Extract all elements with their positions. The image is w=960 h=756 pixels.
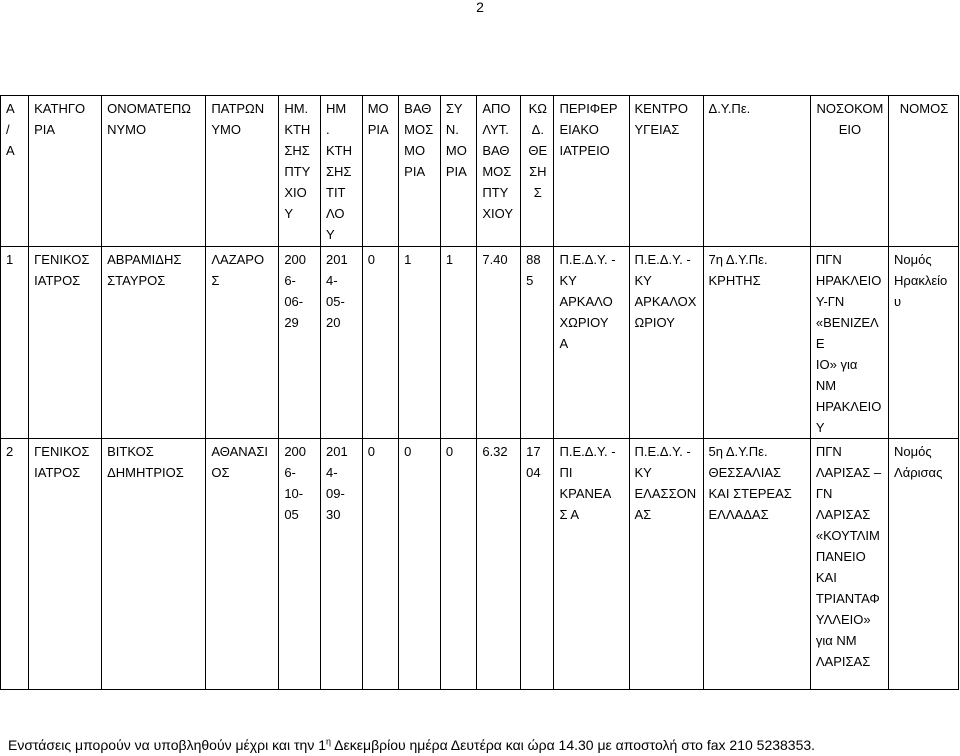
health-center-cell: Π.Ε.Δ.Υ. - ΚΥ ΕΛΑΣΣΟΝ ΑΣ bbox=[629, 439, 703, 690]
aa-cell: 2 bbox=[1, 439, 29, 690]
header-cell: ΣΥ Ν. ΜΟ ΡΙΑ bbox=[440, 96, 476, 247]
dype-cell: 7η Δ.Υ.Πε. ΚΡΗΤΗΣ bbox=[703, 247, 810, 439]
points-cell: 0 bbox=[362, 247, 398, 439]
objections-note bbox=[8, 736, 815, 754]
header-cell: ΠΑΤΡΩΝ ΥΜΟ bbox=[206, 96, 279, 247]
full-name-cell: ΑΒΡΑΜΙΔΗΣ ΣΤΑΥΡΟΣ bbox=[102, 247, 206, 439]
dype-cell: 5η Δ.Υ.Πε. ΘΕΣΣΑΛΙΑΣ ΚΑΙ ΣΤΕΡΕΑΣ ΕΛΛΑΔΑΣ bbox=[703, 439, 810, 690]
degree-date-cell: 200 6- 10- 05 bbox=[279, 439, 321, 690]
header-cell: ΗΜ . ΚΤΗ ΣΗΣ ΤΙΤ ΛΟ Υ bbox=[321, 96, 363, 247]
header-cell: ΠΕΡΙΦΕΡ ΕΙΑΚΟ ΙΑΤΡΕΙΟ bbox=[554, 96, 629, 247]
degree-grade-points-cell: 0 bbox=[399, 439, 441, 690]
table-row bbox=[1, 247, 959, 439]
hospital-cell: ΠΓΝ ΛΑΡΙΣΑΣ – ΓΝ ΛΑΡΙΣΑΣ «ΚΟΥΤΛΙΜ ΠΑΝΕΙΟ ΚΑΙ ΤΡΙΑΝΤΑΦ ΥΛΛΕΙΟ» για ΝΜ ΛΑΡΙΣΑΣ bbox=[810, 439, 888, 690]
regional-clinic-cell: Π.Ε.Δ.Υ. - ΠΙ ΚΡΑΝΕΑ Σ Α bbox=[554, 439, 629, 690]
header-cell: ΑΠΟ ΛΥΤ. ΒΑΘ ΜΟΣ ΠΤΥ ΧΙΟΥ bbox=[477, 96, 521, 247]
total-points-cell: 1 bbox=[440, 247, 476, 439]
header-cell: Α / Α bbox=[1, 96, 29, 247]
category-cell: ΓΕΝΙΚΟΣ ΙΑΤΡΟΣ bbox=[29, 247, 102, 439]
position-code-cell: 17 04 bbox=[521, 439, 554, 690]
father-name-cell: ΛΑΖΑΡΟ Σ bbox=[206, 247, 279, 439]
table-row bbox=[1, 439, 959, 690]
health-center-cell: Π.Ε.Δ.Υ. - ΚΥ ΑΡΚΑΛΟΧ ΩΡΙΟΥ bbox=[629, 247, 703, 439]
header-cell: ΝΟΣΟΚΟΜ ΕΙΟ bbox=[810, 96, 888, 247]
absolute-degree-grade-cell: 7.40 bbox=[477, 247, 521, 439]
header-cell: ΟΝΟΜΑΤΕΠΩ ΝΥΜΟ bbox=[102, 96, 206, 247]
table-header-row bbox=[1, 96, 959, 247]
title-date-cell: 201 4- 09- 30 bbox=[321, 439, 363, 690]
ordinal-superscript: η bbox=[326, 736, 332, 747]
header-cell: ΚΑΤΗΓΟ ΡΙΑ bbox=[29, 96, 102, 247]
degree-grade-points-cell: 1 bbox=[399, 247, 441, 439]
hospital-cell: ΠΓΝ ΗΡΑΚΛΕΙΟ Υ-ΓΝ «ΒΕΝΙΖΕΛΕ ΙΟ» για ΝΜ ΗΡΑΚΛΕΙΟ Υ bbox=[810, 247, 888, 439]
aa-cell: 1 bbox=[1, 247, 29, 439]
absolute-degree-grade-cell: 6.32 bbox=[477, 439, 521, 690]
points-cell: 0 bbox=[362, 439, 398, 690]
header-cell: Δ.Υ.Πε. bbox=[703, 96, 810, 247]
header-cell: ΚΩ Δ. ΘΕ ΣΗ Σ bbox=[521, 96, 554, 247]
page-number: 2 bbox=[476, 0, 484, 15]
header-cell: ΗΜ. ΚΤΗ ΣΗΣ ΠΤΥ ΧΙΟ Υ bbox=[279, 96, 321, 247]
category-cell: ΓΕΝΙΚΟΣ ΙΑΤΡΟΣ bbox=[29, 439, 102, 690]
full-name-cell: ΒΙΤΚΟΣ ΔΗΜΗΤΡΙΟΣ bbox=[102, 439, 206, 690]
father-name-cell: ΑΘΑΝΑΣΙ ΟΣ bbox=[206, 439, 279, 690]
degree-date-cell: 200 6- 06- 29 bbox=[279, 247, 321, 439]
position-code-cell: 88 5 bbox=[521, 247, 554, 439]
objections-note-text-end: Δεκεμβρίου ημέρα Δευτέρα και ώρα 14.30 με αποστολή στο fax 210 5238353. bbox=[331, 737, 816, 753]
prefecture-cell: Νομός Λάρισας bbox=[889, 439, 959, 690]
header-cell: ΝΟΜΟΣ bbox=[889, 96, 959, 247]
title-date-cell: 201 4- 05- 20 bbox=[321, 247, 363, 439]
objections-note-text: Ενστάσεις μπορούν να υποβληθούν μέχρι και την 1 bbox=[8, 737, 327, 753]
header-cell: ΜΟ ΡΙΑ bbox=[362, 96, 398, 247]
header-cell: ΒΑΘ ΜΟΣ ΜΟ ΡΙΑ bbox=[399, 96, 441, 247]
candidates-table bbox=[0, 95, 959, 690]
total-points-cell: 0 bbox=[440, 439, 476, 690]
header-cell: ΚΕΝΤΡΟ ΥΓΕΙΑΣ bbox=[629, 96, 703, 247]
prefecture-cell: Νομός Ηρακλείο υ bbox=[889, 247, 959, 439]
regional-clinic-cell: Π.Ε.Δ.Υ. - ΚΥ ΑΡΚΑΛΟ ΧΩΡΙΟΥ Α bbox=[554, 247, 629, 439]
